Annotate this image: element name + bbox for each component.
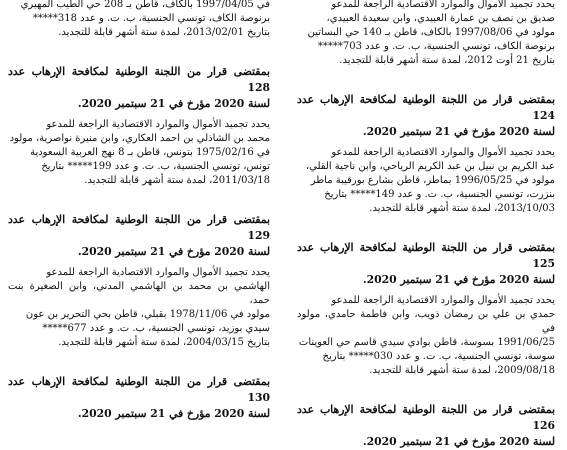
body-line: يحدد تجميد الأموال والموارد الاقتصادية الراجعة للمدعو: [46, 119, 270, 130]
decision-heading: بمقتضى قرار من اللجنة الوطنية لمكافحة الإرهاب عدد 130: [8, 375, 270, 404]
decision-125: [297, 240, 555, 378]
right-column: [297, 0, 555, 448]
decision-heading: بمقتضى قرار من اللجنة الوطنية لمكافحة الإرهاب عدد 128: [8, 65, 270, 94]
body-line: يحدد تجميد الأموال والموارد الاقتصادية الراجعة للمدعو: [331, 0, 555, 10]
body-line: يحدد تجميد الأموال والموارد الاقتصادية الراجعة للمدعو: [331, 295, 555, 306]
decision-heading: بمقتضى قرار من اللجنة الوطنية لمكافحة الإرهاب عدد 124: [297, 93, 555, 122]
body-line: مولود في 1978/11/06 بقبلي، قاطن بحي التحرير بن عون: [25, 309, 270, 320]
body-line: يحدد تجميد الأموال والموارد الاقتصادية الراجعة للمدعو: [331, 147, 555, 158]
body-line: عبد الكريم بن نبيل بن عبد الكريم الرياحي، وابن ناجية القلي،: [305, 161, 555, 172]
body-line: سوسة، تونسي الجنسية، ب. ت. و عدد 030***** بتاريخ: [322, 351, 555, 362]
body-line: 2013/10/03، لمدة ستة أشهر قابلة للتجديد.: [369, 203, 555, 214]
decision-124: [297, 92, 555, 216]
decision-heading-date: لسنة 2020 مؤرخ في 21 سبتمبر 2020.: [362, 273, 555, 286]
body-line: برنوصة الكاف، تونسي الجنسية، ب. ت. و عدد 318*****: [32, 13, 270, 24]
body-line: بتاريخ 2004/03/15، لمدة ستة أشهر قابلة للتجديد.: [58, 337, 270, 348]
body-line: 1991/06/25 بسوسة، قاطن بوادي سيدي قاسم حي العوينات: [298, 337, 555, 348]
body-line: تونس، تونسي الجنسية، ب. ت. و عدد 199***** بتاريخ: [41, 161, 270, 172]
body-line: بتاريخ 2013/02/01، لمدة ستة أشهر قابلة للتجديد.: [58, 27, 270, 38]
body-line: سيدي بوزيد، تونسي الجنسية، ب. ت. و عدد 677*****: [42, 323, 270, 334]
body-line: الهاشمي بن محمد بن الهاشمي المدني، وابن الصغيرة بنت حمد،: [8, 281, 270, 306]
body-line: مولود في 1996/05/25 بماطر، قاطن بشارع بورقيبة ماطر: [310, 175, 555, 186]
body-line: بتاريخ 21 أوت 2012، لمدة ستة أشهر قابلة للتجديد.: [339, 55, 555, 66]
body-line: 2009/08/18، لمدة ستة أشهر قابلة للتجديد.: [369, 365, 555, 376]
body-line: في 1997/04/05 بالكاف، قاطن بـ 208 حي الطيب المهيري: [20, 0, 270, 10]
left-column: [8, 0, 270, 420]
decision-heading: بمقتضى قرار من اللجنة الوطنية لمكافحة الإرهاب عدد 125: [297, 241, 555, 270]
body-line: مولود في 1997/08/06 بالكاف، قاطن بـ 140 حي البساتين: [307, 27, 555, 38]
decision-heading-date: لسنة 2020 مؤرخ في 21 سبتمبر 2020.: [362, 435, 555, 448]
decision-heading-date: لسنة 2020 مؤرخ في 21 سبتمبر 2020.: [77, 407, 270, 420]
decision-fragment-top-left: [8, 0, 270, 40]
decision-128: [8, 64, 270, 188]
body-line: يحدد تجميد الأموال والموارد الاقتصادية الراجعة للمدعو: [46, 267, 270, 278]
body-line: برنوصة الكاف، تونسي الجنسية، ب. ت. و عدد 703*****: [317, 41, 555, 52]
decision-heading-date: لسنة 2020 مؤرخ في 21 سبتمبر 2020.: [77, 245, 270, 258]
decision-129: [8, 212, 270, 350]
decision-130: [8, 374, 270, 422]
body-line: محمد بن الشاذلي بن احمد العكاري، وابن منيرة نواصرية، مولود: [9, 133, 270, 144]
body-line: حمدي بن علي بن رمضان ذويب، وابن فاطمة حامدي، مولود في: [297, 309, 555, 334]
body-line: في 1975/02/16 بتونس، قاطن بـ 8 نهج العربية السعودية: [30, 147, 270, 158]
decision-heading-date: لسنة 2020 مؤرخ في 21 سبتمبر 2020.: [77, 97, 270, 110]
body-line: صديق بن نصف بن عمارة العبيدي، وابن سعيدة العبيدي،: [326, 13, 555, 24]
decision-heading: بمقتضى قرار من اللجنة الوطنية لمكافحة الإرهاب عدد 126: [297, 403, 555, 432]
decision-heading: بمقتضى قرار من اللجنة الوطنية لمكافحة الإرهاب عدد 129: [8, 213, 270, 242]
body-line: 2011/03/18، لمدة ستة أشهر قابلة للتجديد.: [84, 175, 270, 186]
decision-fragment-top-right: [297, 0, 555, 68]
body-line: بنزرت، تونسي الجنسية، ب. ت. و عدد 149***** بتاريخ: [324, 189, 555, 200]
decision-heading-date: لسنة 2020 مؤرخ في 21 سبتمبر 2020.: [362, 125, 555, 138]
decision-126: [297, 402, 555, 450]
